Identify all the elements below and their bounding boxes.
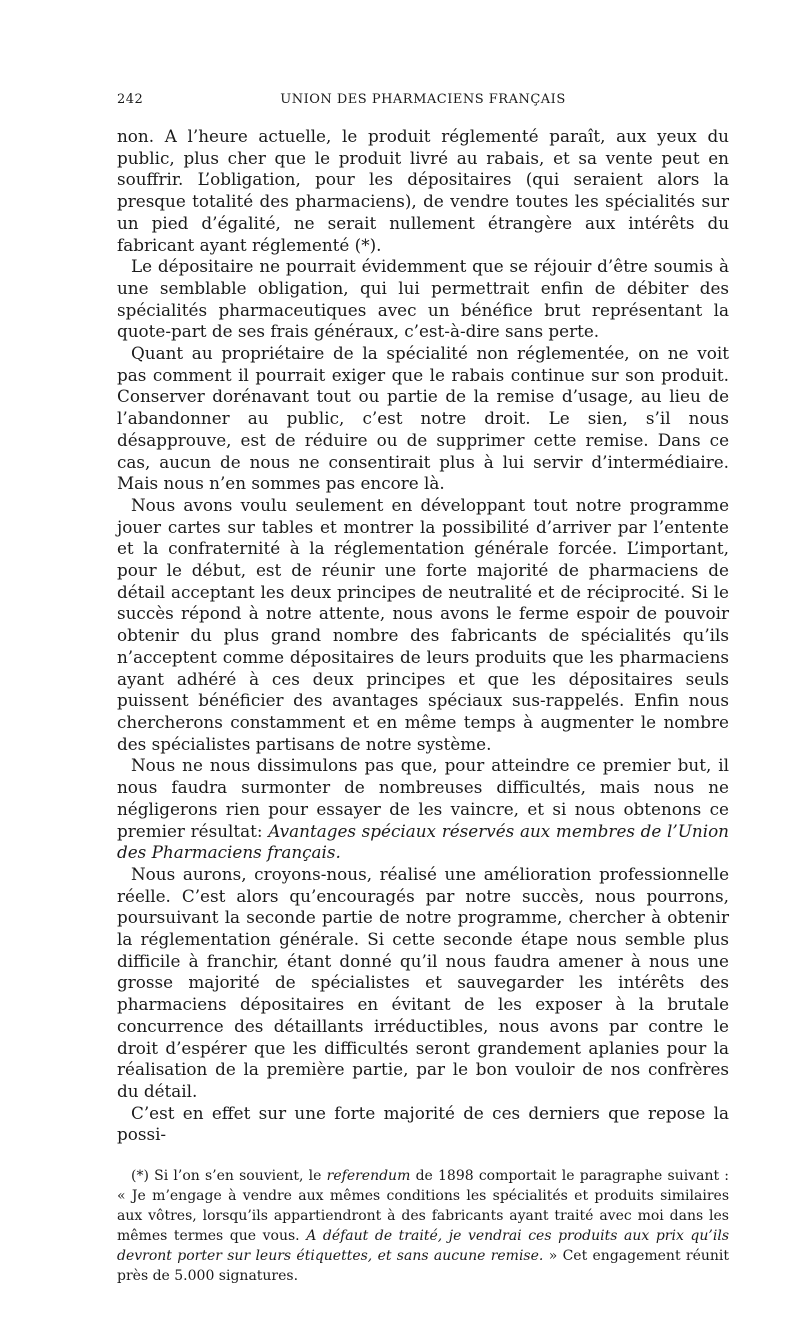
paragraph: non. A l’heure actuelle, le produit réglementé paraît, aux yeux du public, plus cher que le produit livré au rabais, et sa vente peut en souffrir. L’obligation, pour les dépositaires (qui seraient alors la presque totalité des pharmaciens), de vendre toutes les spécialités sur un pied d’égalité, ne serait nullement étrangère aux intérêts du fabricant ayant réglementé (*). (117, 126, 729, 255)
footnote (117, 1166, 729, 1286)
running-title: UNION DES PHARMACIENS FRANÇAIS (280, 92, 566, 107)
footnote-part: » Cet engagement réunit près de 5.000 signatures. (117, 1248, 730, 1285)
page-header (117, 92, 729, 116)
paragraph: Nous aurons, croyons-nous, réalisé une amélioration professionnelle réelle. C’est alors qu’encouragés par notre succès, nous pourrons, poursuivant la seconde partie de notre programme, chercher à obtenir la réglementation générale. Si cette seconde étape nous semble plus difficile à franchir, étant donné qu’il nous faudra amener à nous une grosse majorité de spécialistes et sauvegarder les intérêts des pharmaciens dépositaires en évitant de les exposer à la brutale concurrence des détaillants irréductibles, nous avons par contre le droit d’espérer que les difficultés seront grandement aplanies pour la réalisation de la première partie, par le bon vouloir de nos confrères du détail. (117, 863, 729, 1101)
footnote-italic: A défaut de traité, je vendrai ces produits aux prix qu’ils devront porter sur leurs étiquettes, et sans aucune remise. (117, 1228, 729, 1265)
paragraph: Nous avons voulu seulement en développant tout notre programme jouer cartes sur tables et montrer la possibilité d’arriver par l’entente et la confraternité à la réglementation générale forcée. L’important, pour le début, est de réunir une forte majorité de pharmaciens de détail acceptant les deux principes de neutralité et de réciprocité. Si le succès répond à notre attente, nous avons le ferme espoir de pouvoir obtenir du plus grand nombre des fabricants de spécialités qu’ils n’acceptent comme dépositaires de leurs produits que les pharmaciens ayant adhéré à ces deux principes et que les dépositaires seuls puissent bénéficier des avantages spéciaux sus-rappelés. Enfin nous chercherons constamment et en même temps à augmenter le nombre des spécialistes partisans de notre système. (117, 494, 729, 754)
paragraph (117, 755, 729, 864)
footnote-part: de 1898 comportait le paragraphe suivant : « Je m’engage à vendre aux mêmes conditions les spécialités et produits similaires aux vôtres, lorsqu’ils appartiendront à des fabricants ayant traité avec moi dans les mêmes termes que vous. (117, 1168, 729, 1245)
footnote-part: (*) Si l’on s’en souvient, le (131, 1168, 322, 1185)
italic-emphasis: Avantages spéciaux réservés aux membres de l’Union des Pharmaciens français. (117, 820, 729, 863)
page-number: 242 (117, 92, 144, 107)
footnote-italic: referendum (326, 1168, 411, 1185)
body-text (117, 126, 729, 1146)
paragraph-text: Nous ne nous dissimulons pas que, pour atteindre ce premier but, il nous faudra surmonter de nombreuses difficultés, mais nous ne négligerons rien pour essayer de les vaincre, et si nous obtenons ce premier résultat: (117, 755, 729, 841)
paragraph: Le dépositaire ne pourrait évidemment que se réjouir d’être soumis à une semblable obligation, qui lui permettrait enfin de débiter des spécialités pharmaceutiques avec un bénéfice brut représentant la quote-part de ses frais généraux, c’est-à-dire sans perte. (117, 256, 729, 342)
paragraph: Quant au propriétaire de la spécialité non réglementée, on ne voit pas comment il pourrait exiger que le rabais continue sur son produit. Conserver dorénavant tout ou partie de la remise d’usage, au lieu de l’abandonner au public, c’est notre droit. Le sien, s’il nous désapprouve, est de réduire ou de supprimer cette remise. Dans ce cas, aucun de nous ne consentirait plus à lui servir d’intermédiaire. Mais nous n’en sommes pas encore là. (117, 343, 729, 494)
footnote-text (117, 1166, 729, 1286)
document-page (117, 92, 729, 1286)
paragraph: C’est en effet sur une forte majorité de ces derniers que repose la possi- (117, 1102, 729, 1145)
